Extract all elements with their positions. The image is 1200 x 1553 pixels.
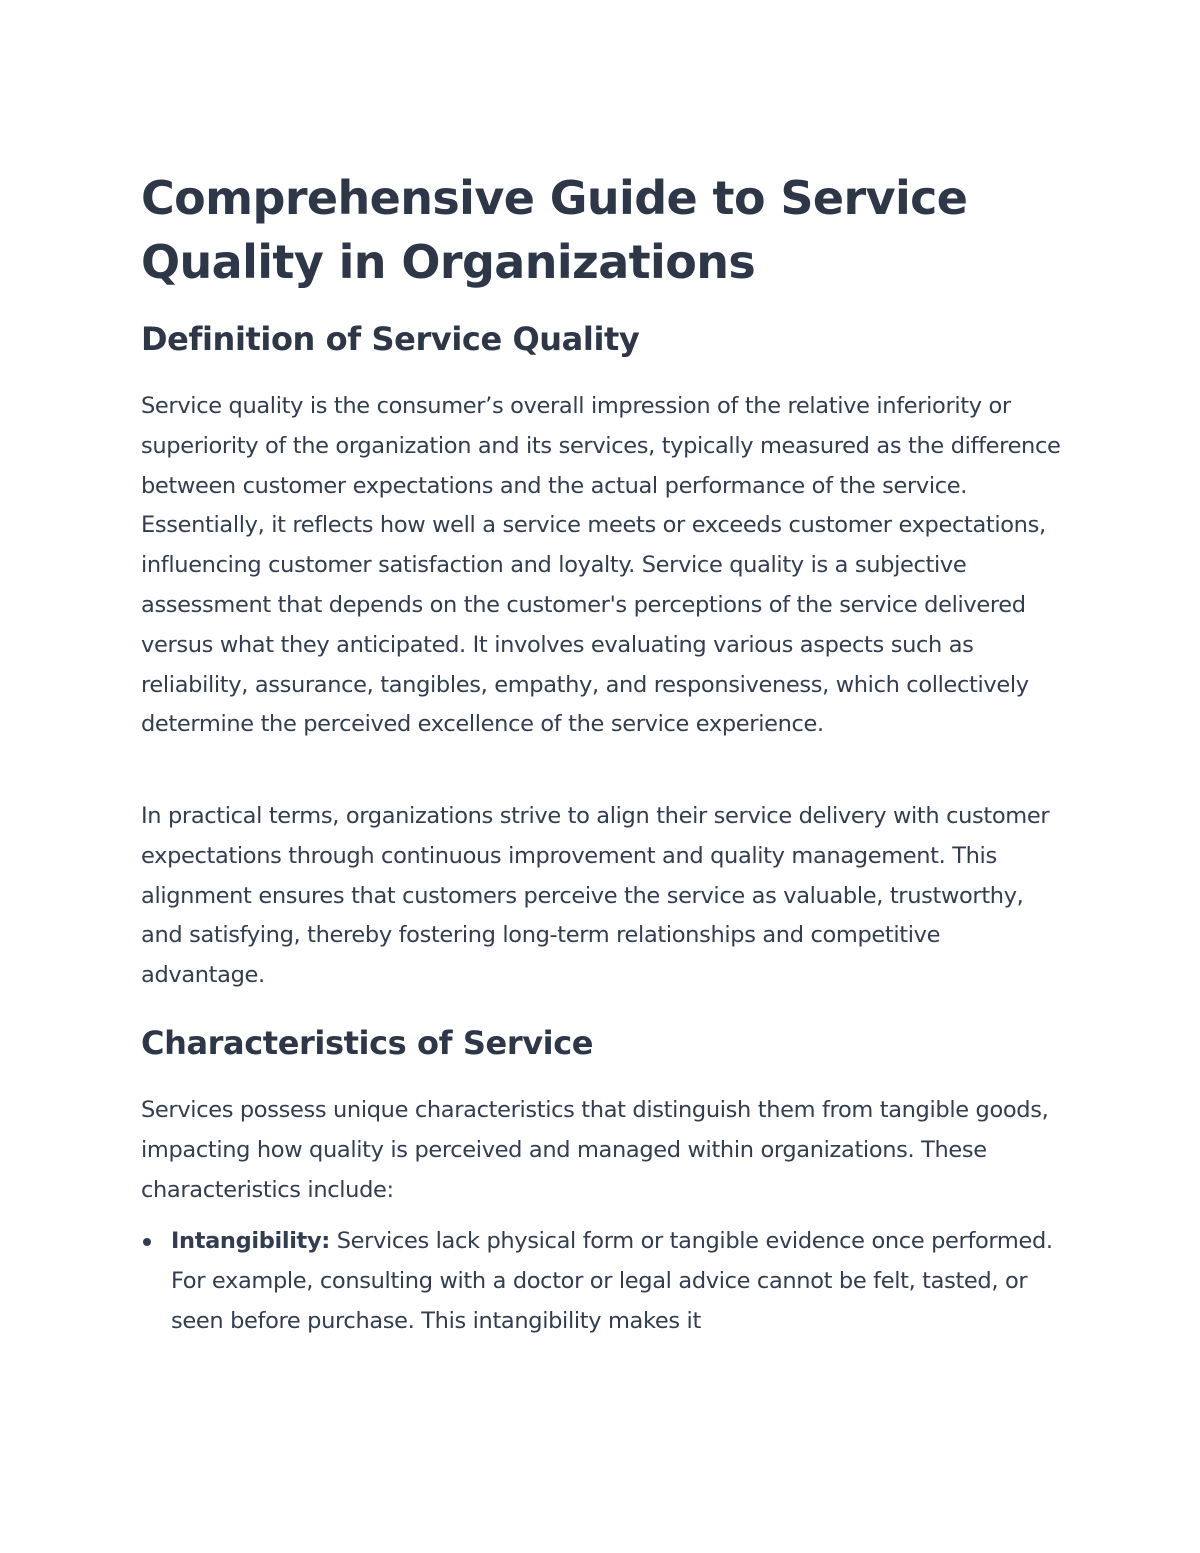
bullet-term: Intangibility: bbox=[171, 1228, 330, 1254]
bullet-dot-icon bbox=[143, 1238, 151, 1246]
list-item bbox=[141, 1222, 1061, 1341]
document-title bbox=[141, 166, 1061, 294]
section-heading-characteristics: Characteristics of Service bbox=[141, 1024, 594, 1062]
definition-paragraph-2: In practical terms, organizations strive to align their service delivery with customer expectations through continuous improvement and quality management. This alignment ensures that customers perceive the service as valuable, trustworthy, and satisfying, thereby fostering long-term relationships and competitive advantage. bbox=[141, 803, 1050, 989]
title-line-1: Comprehensive Guide to Service bbox=[141, 171, 968, 225]
characteristics-list bbox=[141, 1222, 1061, 1341]
bullet-text: Services lack physical form or tangible evidence once performed. For example, consulting with a doctor or legal advice cannot be felt, tasted, or seen before purchase. This intangibility makes it bbox=[171, 1228, 1053, 1334]
title-line-2: Quality in Organizations bbox=[141, 235, 756, 289]
characteristics-intro-paragraph: Services possess unique characteristics that distinguish them from tangible goods, impacting how quality is perceived and managed within organizations. These characteristics include: bbox=[141, 1097, 1049, 1203]
definition-paragraph-1: Service quality is the consumer’s overall impression of the relative inferiority or superiority of the organization and its services, typically measured as the difference between customer expectations and the actual performance of the service. Essentially, it reflects how well a service meets or exceeds customer expectations, influencing customer satisfaction and loyalty. Service quality is a subjective assessment that depends on the customer's perceptions of the service delivered versus what they anticipated. It involves evaluating various aspects such as reliability, assurance, tangibles, empathy, and responsiveness, which collectively determine the perceived excellence of the service experience. bbox=[141, 393, 1061, 738]
section-heading-definition: Definition of Service Quality bbox=[141, 320, 640, 358]
